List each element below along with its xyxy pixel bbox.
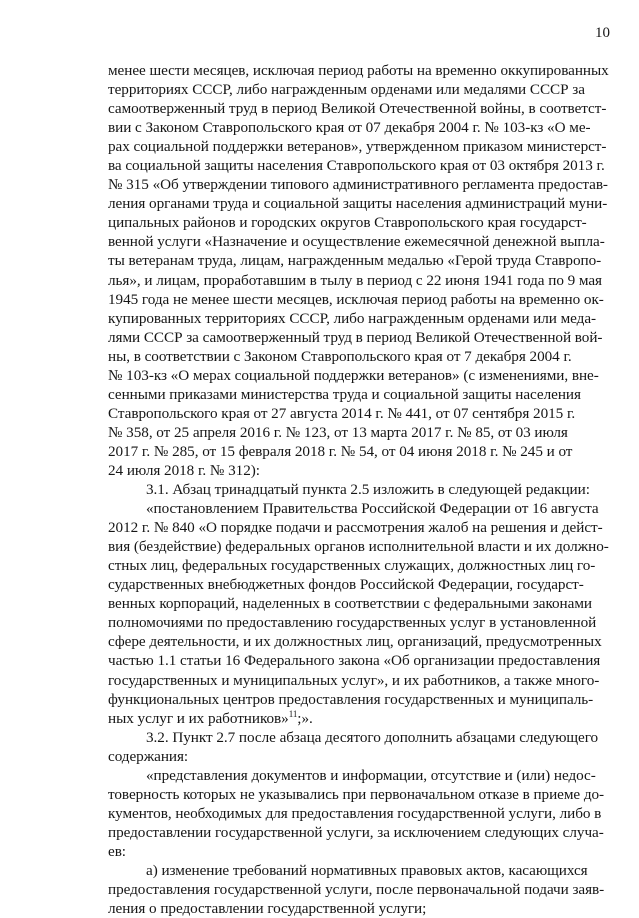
text-line: «постановлением Правительства Российской Федерации от 16 августа	[146, 500, 599, 518]
text-line: 24 июля 2018 г. № 312):	[108, 461, 260, 479]
paragraph-continuation	[108, 61, 611, 480]
text-line: предоставлении государственной услуги, за исключением следующих случа-	[108, 823, 604, 841]
paragraph-quote-2	[108, 766, 611, 861]
paragraph-3-2	[108, 728, 611, 766]
text-line-footnote	[108, 709, 611, 728]
text-line: сенными приказами министерства труда и социальной защиты населения	[108, 385, 581, 403]
paragraph-3-1	[108, 480, 611, 499]
text-line: № 103-кз «О мерах социальной поддержки ветеранов» (с изменениями, вне-	[108, 366, 599, 384]
text-line: лья», и лицам, проработавшим в тылу в период с 22 июня 1941 года по 9 мая	[108, 271, 602, 289]
text-line: венных корпораций, наделенных в соответствии с федеральными законами	[108, 595, 592, 613]
text-line: 3.2. Пункт 2.7 после абзаца десятого дополнить абзацами следующего	[146, 728, 599, 746]
paragraph-quote-1	[108, 499, 611, 728]
text-line: «представления документов и информации, отсутствие и (или) недос-	[146, 766, 596, 784]
text-line: а) изменение требований нормативных правовых актов, касающихся	[146, 861, 588, 879]
footnote-line-end: ;».	[297, 709, 313, 727]
text-line: 3.1. Абзац тринадцатый пункта 2.5 изложить в следующей редакции:	[146, 481, 590, 499]
text-line: сфере деятельности, и их должностных лиц, организаций, предусмотренных	[108, 633, 602, 651]
text-line: территориях СССР, либо награжденным орденами или медалями СССР за	[108, 81, 585, 99]
text-line: ления органами труда и социальной защиты населения администраций муни-	[108, 195, 608, 213]
text-line: рах социальной поддержки ветеранов», утвержденном приказом министерст-	[108, 138, 607, 156]
text-line: ны, в соответствии с Законом Ставропольского края от 7 декабря 2004 г.	[108, 347, 572, 365]
text-line: купированных территориях СССР, либо награжденным орденами или меда-	[108, 309, 597, 327]
text-line: государственных и муниципальных услуг», и их работников, а также много-	[108, 671, 600, 689]
text-line: ев:	[108, 842, 126, 860]
text-line: менее шести месяцев, исключая период работы на временно оккупированных	[108, 62, 609, 79]
text-line: ления о предоставлении государственной услуги;	[108, 900, 427, 918]
text-line: вия (бездействие) федеральных органов исполнительной власти и их должно-	[108, 538, 609, 556]
document-body	[108, 61, 611, 918]
text-line: 1945 года не менее шести месяцев, исключая период работы на временно ок-	[108, 290, 604, 308]
text-line: Ставропольского края от 27 августа 2014 г. № 441, от 07 сентября 2015 г.	[108, 404, 576, 422]
text-line: самоотверженный труд в период Великой Отечественной войны, в соответст-	[108, 100, 607, 118]
text-line: 2017 г. № 285, от 15 февраля 2018 г. № 54, от 04 июня 2018 г. № 245 и от	[108, 442, 573, 460]
text-line: полномочиями по предоставлению государственных услуг в установленной	[108, 614, 597, 632]
paragraph-item-a	[108, 861, 611, 918]
text-line: содержания:	[108, 747, 189, 765]
text-line: 2012 г. № 840 «О порядке подачи и рассмотрения жалоб на решения и дейст-	[108, 519, 603, 537]
text-line: товерность которых не указывались при первоначальном отказе в приеме до-	[108, 785, 605, 803]
text-line: № 315 «Об утверждении типового административного регламента предостав-	[108, 176, 608, 194]
text-line: сударственных внебюджетных фондов Российской Федерации, государст-	[108, 576, 584, 594]
footnote-marker[interactable]: 11	[288, 708, 298, 719]
text-line: предоставления государственной услуги, после первоначальной подачи заяв-	[108, 881, 605, 899]
text-line: кументов, необходимых для предоставления государственной услуги, либо в	[108, 804, 602, 822]
text-line: ва социальной защиты населения Ставропольского края от 03 октября 2013 г.	[108, 157, 605, 175]
text-line: венной услуги «Назначение и осуществление ежемесячной денежной выпла-	[108, 233, 605, 251]
text-line: стных лиц, федеральных государственных служащих, должностных лиц го-	[108, 557, 596, 575]
text-line: ты ветеранам труда, лицам, награжденным медалью «Герой труда Ставропо-	[108, 252, 602, 270]
text-line: вии с Законом Ставропольского края от 07 декабря 2004 г. № 103-кз «О ме-	[108, 119, 591, 137]
page-number: 10	[595, 25, 610, 41]
text-line: лями СССР за самоотверженный труд в период Великой Отечественной вой-	[108, 328, 603, 346]
text-line: функциональных центров предоставления государственных и муниципаль-	[108, 690, 594, 708]
text-line: № 358, от 25 апреля 2016 г. № 123, от 13 марта 2017 г. № 85, от 03 июля	[108, 423, 568, 441]
text-line: ципальных районов и городских округов Ставропольского края государст-	[108, 214, 587, 232]
text-line: частью 1.1 статьи 16 Федерального закона «Об организации предоставления	[108, 652, 601, 670]
footnote-line-text: ных услуг и их работников»	[108, 709, 289, 727]
